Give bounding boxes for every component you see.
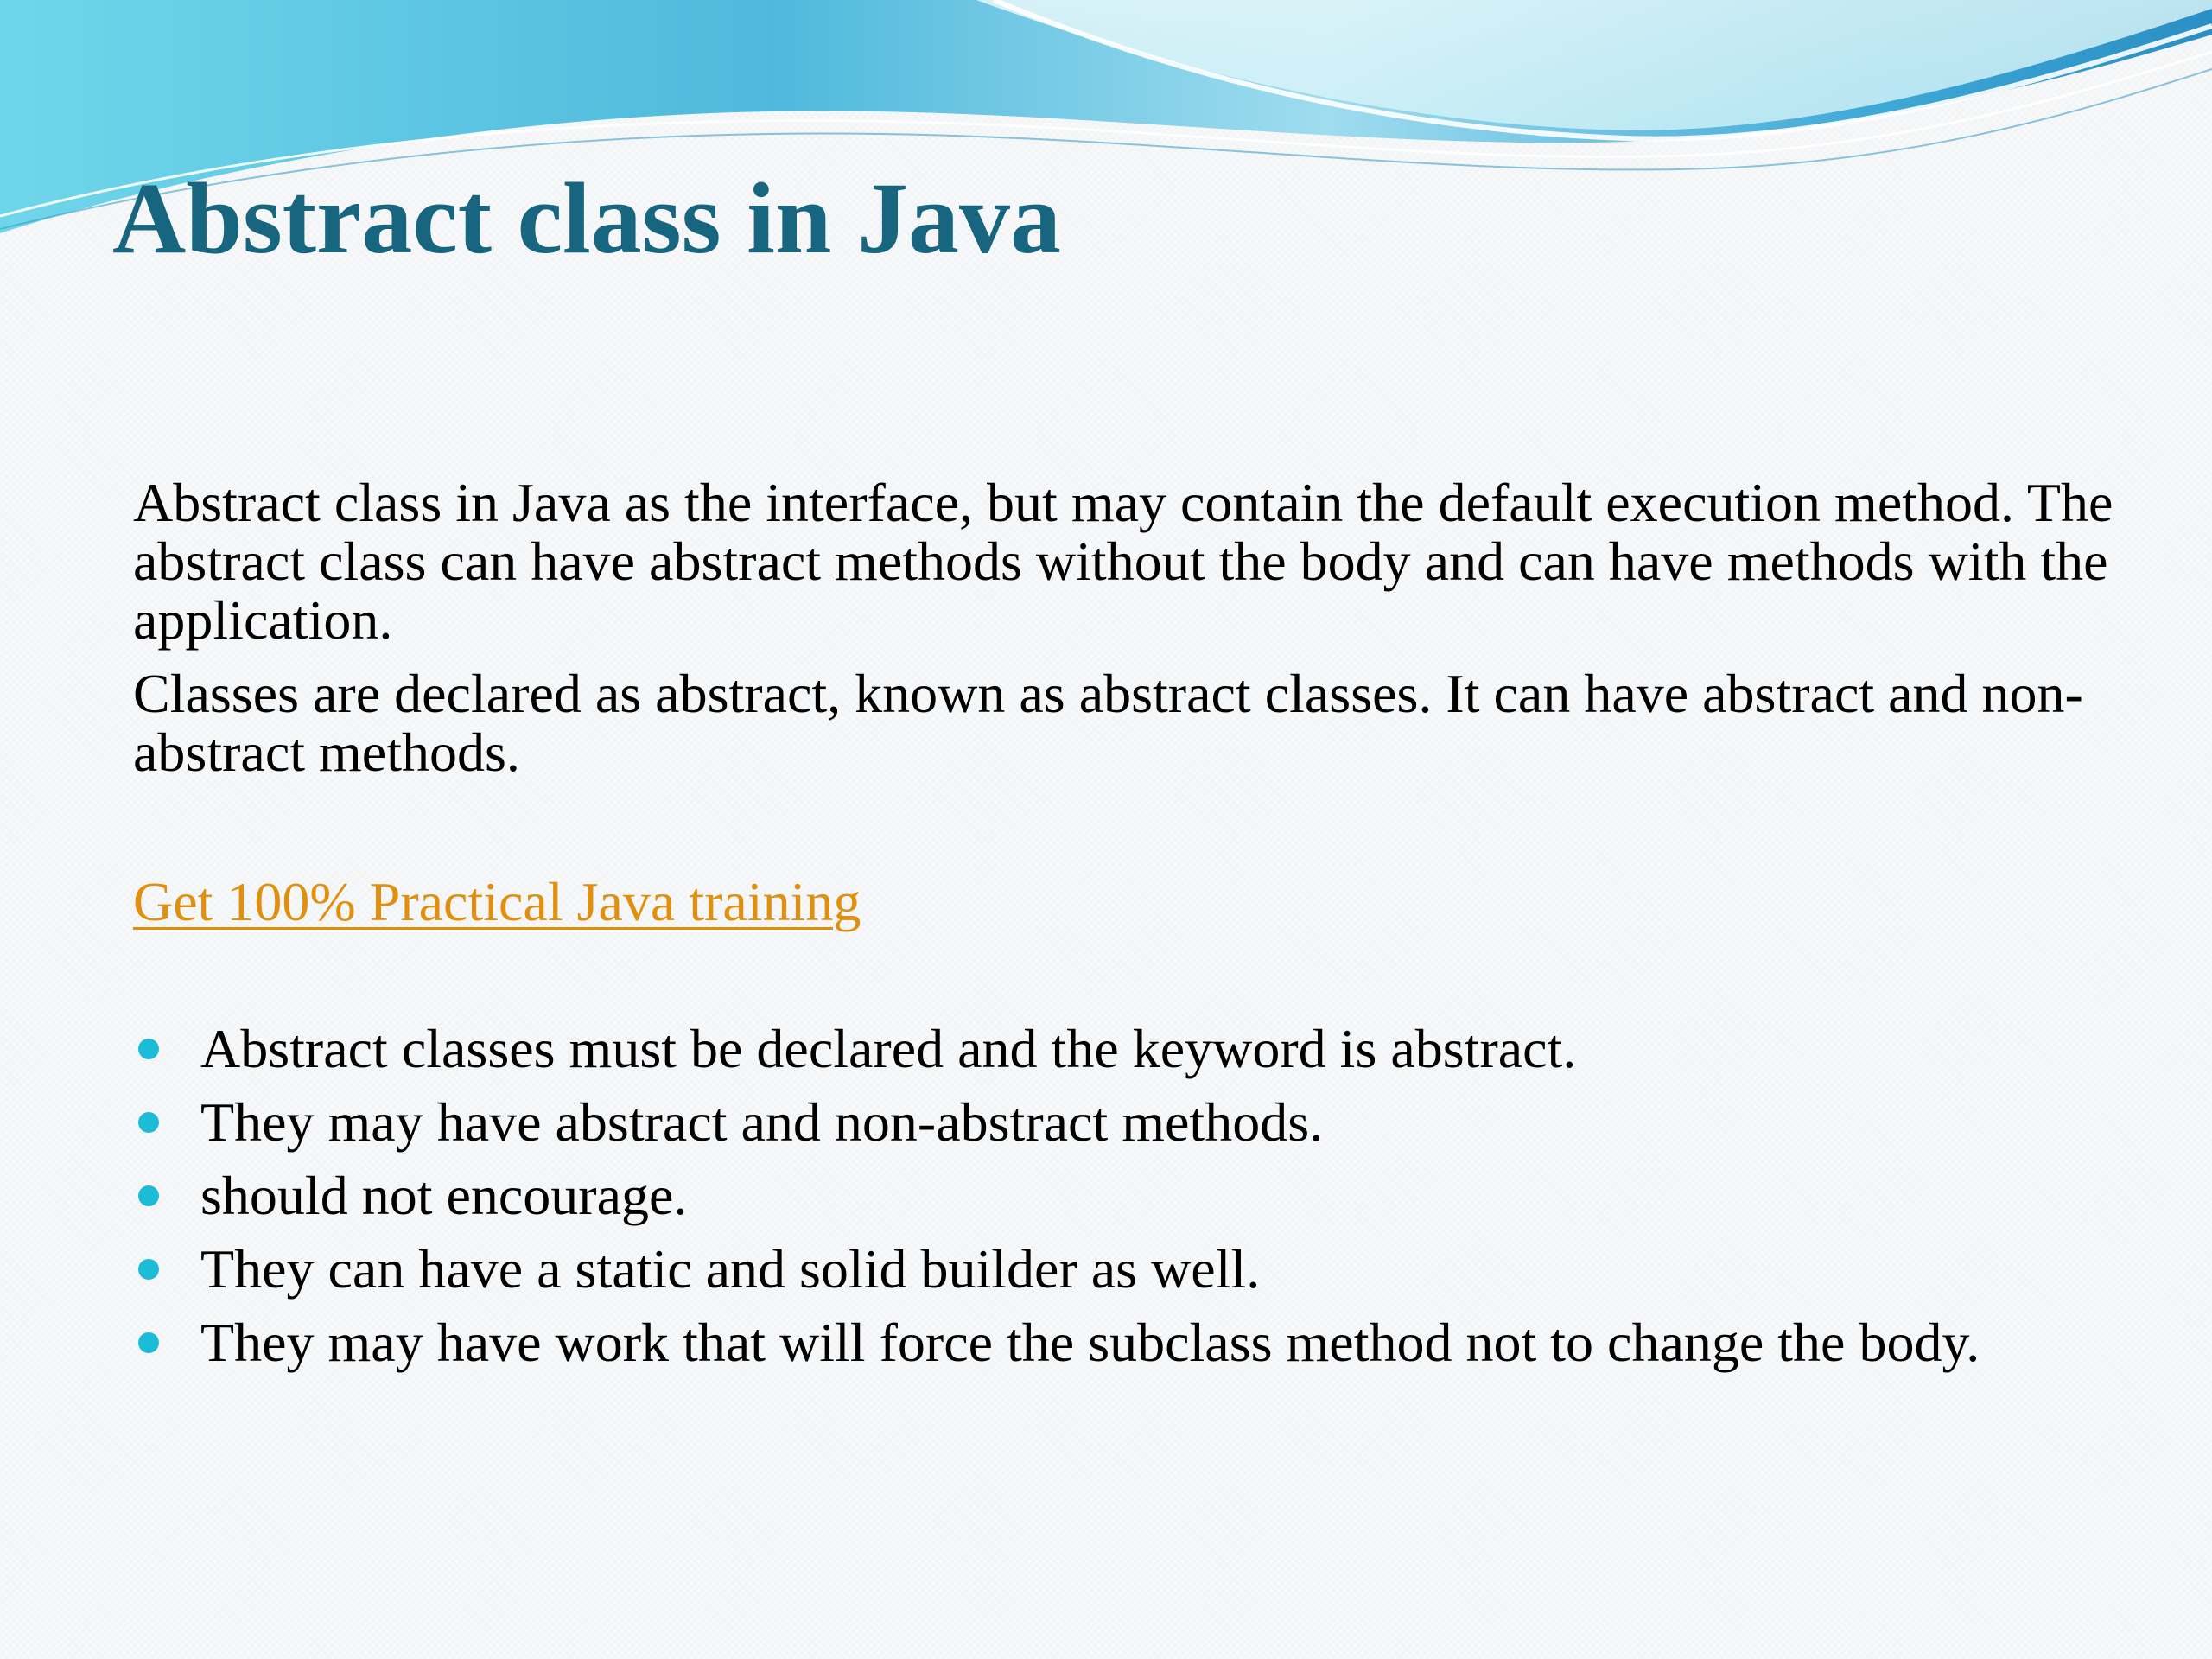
bullet-list: [133, 1020, 2120, 1387]
bullet-dot-icon: [138, 1185, 159, 1206]
bullet-text-4: They can have a static and solid builder as well.: [200, 1238, 1261, 1300]
bullet-text-2: They may have abstract and non-abstract methods.: [200, 1091, 1324, 1153]
bullet-item-1: [133, 1020, 2120, 1078]
bullet-text-1: Abstract classes must be declared and the keyword is abstract.: [200, 1018, 1577, 1079]
bullet-item-3: [133, 1166, 2120, 1225]
bullet-item-5: [133, 1313, 2120, 1372]
bullet-text-5: They may have work that will force the subclass method not to change the body.: [200, 1312, 1980, 1373]
bullet-dot-icon: [138, 1259, 159, 1280]
bullet-dot-icon: [138, 1112, 159, 1133]
training-link-row: [133, 869, 861, 935]
paragraph-2: Classes are declared as abstract, known as abstract classes. It can have abstract and non-abstract methods.: [133, 663, 2083, 783]
bullet-text-3: should not encourage.: [200, 1165, 688, 1226]
slide-title: Abstract class in Java: [112, 162, 1062, 275]
bullet-dot-icon: [138, 1039, 159, 1059]
slide-body: [133, 474, 2120, 782]
bullet-item-2: [133, 1093, 2120, 1152]
bullet-item-4: [133, 1240, 2120, 1299]
training-link[interactable]: Get 100% Practical Java training: [133, 871, 861, 932]
bullet-dot-icon: [138, 1332, 159, 1353]
paragraph-1: Abstract class in Java as the interface, but may contain the default execution method. The abstract class can have abstract methods without the body and can have methods with the application.: [133, 472, 2113, 651]
